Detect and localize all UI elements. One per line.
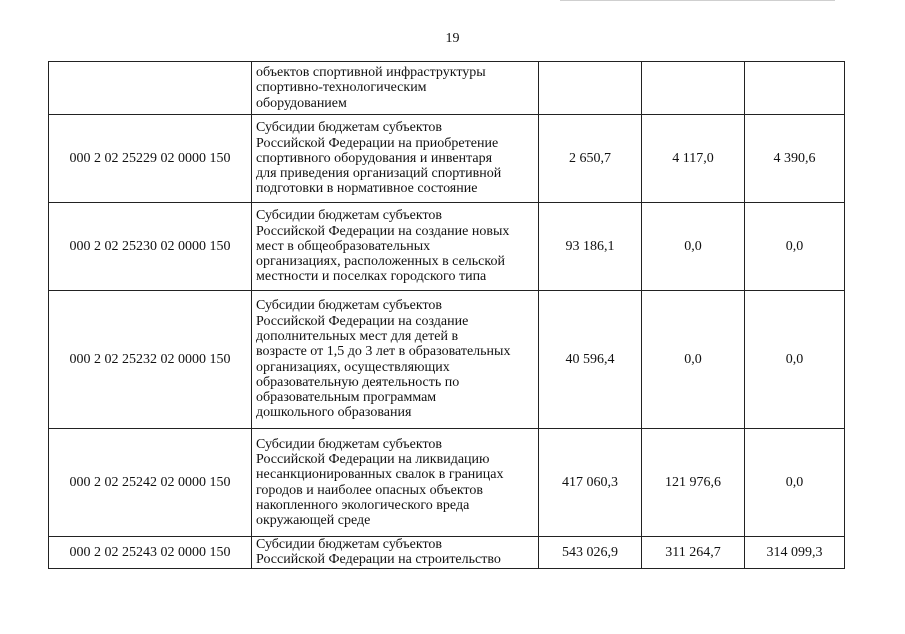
amount-cell-3: 4 390,6 — [745, 115, 845, 203]
description-line: окружающей среде — [256, 513, 371, 529]
budget-code-cell: 000 2 02 25243 02 0000 150 — [49, 537, 252, 569]
description-cell — [252, 203, 539, 291]
description-line: оборудованием — [256, 95, 347, 111]
budget-code-cell — [49, 62, 252, 115]
amount-cell-3: 0,0 — [745, 203, 845, 291]
description-line: Российской Федерации на ликвидацию — [256, 451, 490, 467]
table-row — [49, 291, 845, 429]
description-line: Российской Федерации на создание — [256, 313, 469, 329]
description-line: городов и наиболее опасных объектов — [256, 482, 483, 498]
amount-cell-2: 4 117,0 — [642, 115, 745, 203]
amount-cell-1 — [539, 62, 642, 115]
description-line: Субсидии бюджетам субъектов — [256, 436, 443, 452]
budget-code-cell: 000 2 02 25232 02 0000 150 — [49, 291, 252, 429]
description-line: образовательным программам — [256, 390, 437, 406]
table-row — [49, 429, 845, 537]
budget-code-cell: 000 2 02 25229 02 0000 150 — [49, 115, 252, 203]
amount-cell-3 — [745, 62, 845, 115]
description-line: Российской Федерации на строительство — [256, 552, 501, 568]
description-line: Субсидии бюджетам субъектов — [256, 537, 443, 552]
description-line: организациях, осуществляющих — [256, 359, 450, 375]
description-line: спортивно-технологическим — [256, 80, 427, 96]
description-line: объектов спортивной инфраструктуры — [256, 65, 486, 81]
description-line: местности и поселках городского типа — [256, 269, 487, 285]
description-line: организациях, расположенных в сельской — [256, 254, 505, 270]
page-number: 19 — [445, 31, 460, 46]
amount-cell-1: 40 596,4 — [539, 291, 642, 429]
description-cell — [252, 429, 539, 537]
description-line: дошкольного образования — [256, 405, 412, 421]
table-row — [49, 537, 845, 569]
description-line: возрасте от 1,5 до 3 лет в образовательных — [256, 344, 511, 360]
amount-cell-2 — [642, 62, 745, 115]
description-line: дополнительных мест для детей в — [256, 328, 459, 344]
table-row — [49, 62, 845, 115]
description-line: несанкционированных свалок в границах — [256, 467, 504, 483]
description-line: подготовки в нормативное состояние — [256, 181, 478, 197]
description-line: Российской Федерации на приобретение — [256, 135, 499, 151]
description-line: накопленного экологического вреда — [256, 497, 470, 513]
amount-cell-2: 0,0 — [642, 291, 745, 429]
table-row — [49, 115, 845, 203]
description-cell — [252, 115, 539, 203]
amount-cell-2: 311 264,7 — [642, 537, 745, 569]
description-line: для приведения организаций спортивной — [256, 166, 502, 182]
amount-cell-3: 0,0 — [745, 291, 845, 429]
description-line: мест в общеобразовательных — [256, 238, 431, 254]
table-row — [49, 203, 845, 291]
budget-table-body — [49, 62, 845, 569]
description-line: спортивного оборудования и инвентаря — [256, 150, 493, 166]
description-cell — [252, 537, 539, 569]
description-line: Субсидии бюджетам субъектов — [256, 298, 443, 314]
amount-cell-2: 121 976,6 — [642, 429, 745, 537]
amount-cell-1: 543 026,9 — [539, 537, 642, 569]
amount-cell-1: 417 060,3 — [539, 429, 642, 537]
description-cell — [252, 291, 539, 429]
description-cell — [252, 62, 539, 115]
amount-cell-2: 0,0 — [642, 203, 745, 291]
budget-code-cell: 000 2 02 25242 02 0000 150 — [49, 429, 252, 537]
description-line: Субсидии бюджетам субъектов — [256, 120, 443, 136]
amount-cell-3: 314 099,3 — [745, 537, 845, 569]
amount-cell-1: 93 186,1 — [539, 203, 642, 291]
scan-edge-line — [560, 0, 835, 1]
description-line: Субсидии бюджетам субъектов — [256, 208, 443, 224]
description-line: Российской Федерации на создание новых — [256, 223, 510, 239]
amount-cell-1: 2 650,7 — [539, 115, 642, 203]
description-line: образовательную деятельность по — [256, 374, 460, 390]
budget-table — [48, 61, 845, 569]
budget-code-cell: 000 2 02 25230 02 0000 150 — [49, 203, 252, 291]
amount-cell-3: 0,0 — [745, 429, 845, 537]
